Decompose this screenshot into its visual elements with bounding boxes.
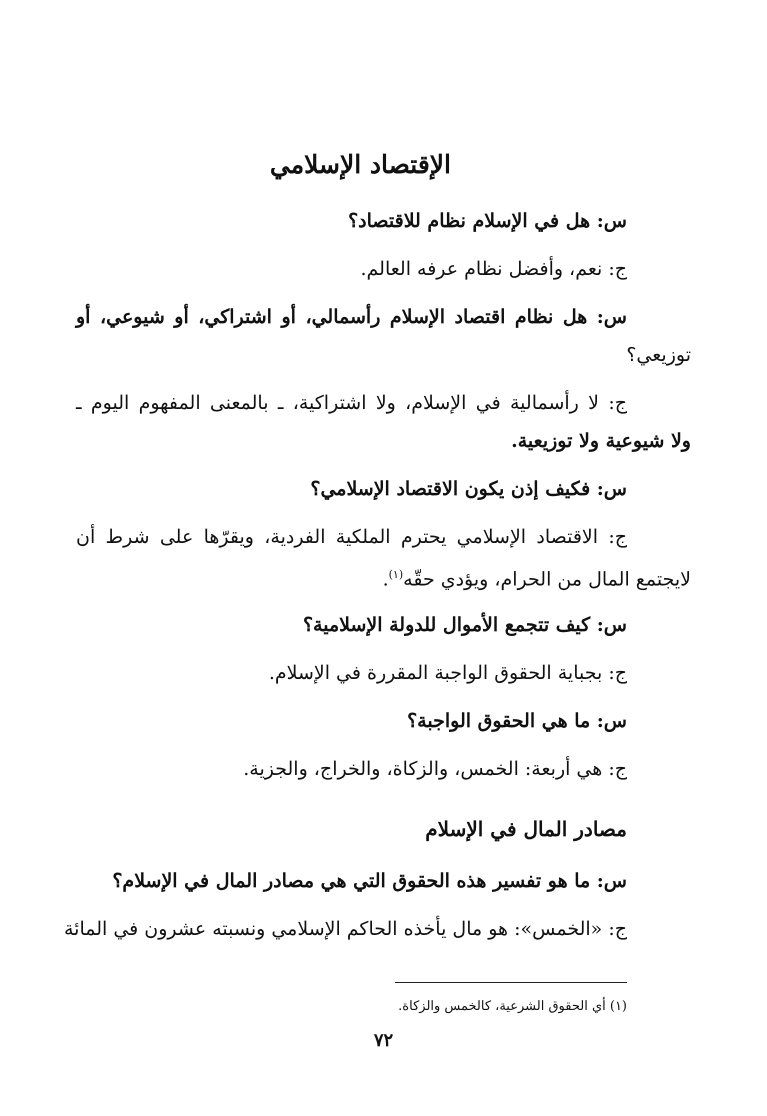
answer-3: ج: الاقتصاد الإسلامي يحترم الملكية الفردية، ويقرّها على شرط أن bbox=[76, 526, 627, 548]
answer-2: ج: لا رأسمالية في الإسلام، ولا اشتراكية، ـ بالمعنى المفهوم اليوم ـ bbox=[76, 392, 627, 414]
answer-3-text: لايجتمع المال من الحرام، ويؤدي حقّه bbox=[403, 568, 691, 591]
answer-4: ج: بجباية الحقوق الواجبة المقررة في الإسلام. bbox=[268, 662, 627, 684]
question-4: س: كيف تتجمع الأموال للدولة الإسلامية؟ bbox=[302, 614, 627, 636]
answer-6: ج: «الخمس»: هو مال يأخذه الحاكم الإسلامي ونسبته عشرون في المائة bbox=[63, 918, 627, 940]
footnote-divider bbox=[395, 982, 627, 983]
answer-1: ج: نعم، وأفضل نظام عرفه العالم. bbox=[360, 258, 627, 280]
answer-5: ج: هي أربعة: الخمس، والزكاة، والخراج، والجزية. bbox=[243, 758, 627, 780]
page-number: ٧٢ bbox=[373, 1030, 394, 1051]
answer-3-continued: لايجتمع المال من الحرام، ويؤدي حقّه$^{(١)}$. bbox=[382, 568, 691, 591]
answer-2-continued: ولا شيوعية ولا توزيعية. bbox=[511, 430, 691, 452]
question-2-continued: توزيعي؟ bbox=[626, 344, 691, 366]
chapter-title: الإقتصاد الإسلامي bbox=[269, 150, 451, 179]
question-3: س: فكيف إذن يكون الاقتصاد الإسلامي؟ bbox=[310, 478, 627, 500]
section-subtitle: مصادر المال في الإسلام bbox=[425, 817, 627, 841]
question-1: س: هل في الإسلام نظام للاقتصاد؟ bbox=[348, 210, 627, 232]
question-5: س: ما هي الحقوق الواجبة؟ bbox=[407, 710, 627, 732]
question-2: س: هل نظام اقتصاد الإسلام رأسمالي، أو اشتراكي، أو شيوعي، أو bbox=[76, 306, 627, 328]
footnote: (١) أي الحقوق الشرعية، كالخمس والزكاة. bbox=[398, 999, 627, 1014]
footnote-mark: (١) bbox=[388, 568, 404, 581]
question-6: س: ما هو تفسير هذه الحقوق التي هي مصادر المال في الإسلام؟ bbox=[112, 870, 627, 892]
